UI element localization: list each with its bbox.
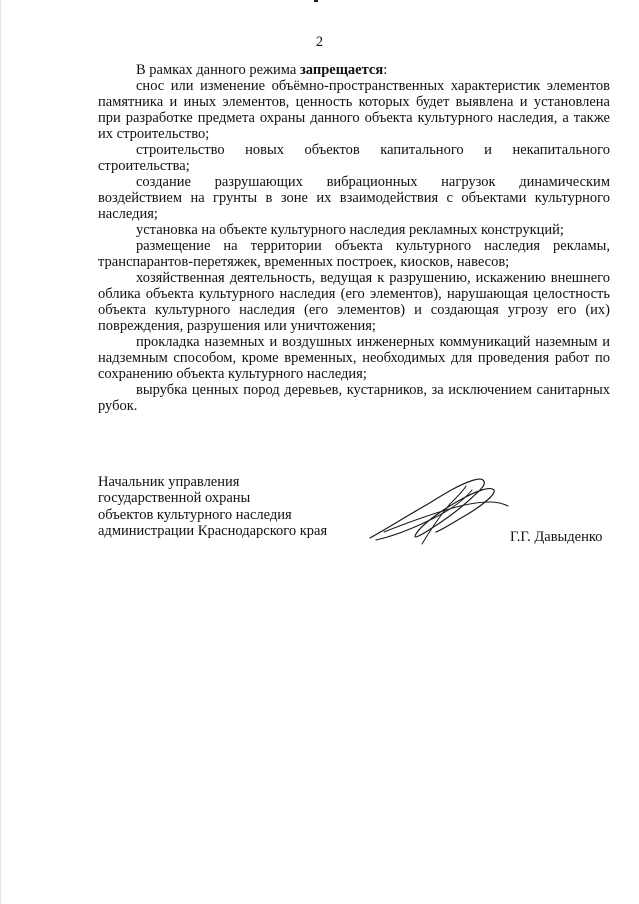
signer-name: Г.Г. Давыденко bbox=[510, 529, 603, 545]
intro-prefix: В рамках данного режима bbox=[136, 62, 300, 78]
prohibition-item: строительство новых объектов капитального и некапитального строительства; bbox=[98, 142, 610, 174]
prohibition-item: прокладка наземных и воздушных инженерных коммуникаций наземным и надземным способом, кроме временных, необходимых для проведения работ по сохранению объекта культурного наследия; bbox=[98, 334, 610, 382]
page-number: 2 bbox=[315, 34, 324, 50]
prohibition-item: снос или изменение объёмно-пространственных характеристик элементов памятника и иных элементов, ценность которых будет выявлена и установлена при разработке предмета охраны данного объекта культурного наследия, а также их строительство; bbox=[98, 78, 610, 142]
document-body bbox=[98, 62, 610, 414]
top-mark bbox=[314, 0, 318, 2]
prohibition-item: установка на объекте культурного наследия рекламных конструкций; bbox=[136, 222, 564, 238]
prohibition-item: вырубка ценных пород деревьев, кустарников, за исключением санитарных рубок. bbox=[98, 382, 610, 414]
intro-bold-term: запрещается bbox=[299, 62, 384, 78]
position-line: объектов культурного наследия bbox=[98, 506, 292, 523]
prohibition-item: размещение на территории объекта культурного наследия рекламы, транспарантов-перетяжек, временных построек, киосков, навесов; bbox=[98, 238, 610, 270]
position-line: государственной охраны bbox=[98, 490, 251, 507]
prohibition-item: хозяйственная деятельность, ведущая к разрушению, искажению внешнего облика объекта культурного наследия (его элементов), нарушающая целостность объекта культурного наследия (его элементов) и создающая угрозу его (их) повреждения, разрушения или уничтожения; bbox=[98, 270, 610, 334]
handwritten-signature bbox=[364, 474, 510, 550]
signatory-position bbox=[98, 474, 327, 539]
intro-paragraph bbox=[98, 62, 610, 78]
intro-suffix: : bbox=[383, 62, 388, 78]
prohibition-item: создание разрушающих вибрационных нагрузок динамическим воздействием на грунты в зоне их взаимодействия с объектами культурного наследия; bbox=[98, 174, 610, 222]
page-edge bbox=[0, 0, 1, 904]
position-line: администрации Краснодарского края bbox=[98, 522, 328, 539]
position-line: Начальник управления bbox=[98, 474, 240, 490]
